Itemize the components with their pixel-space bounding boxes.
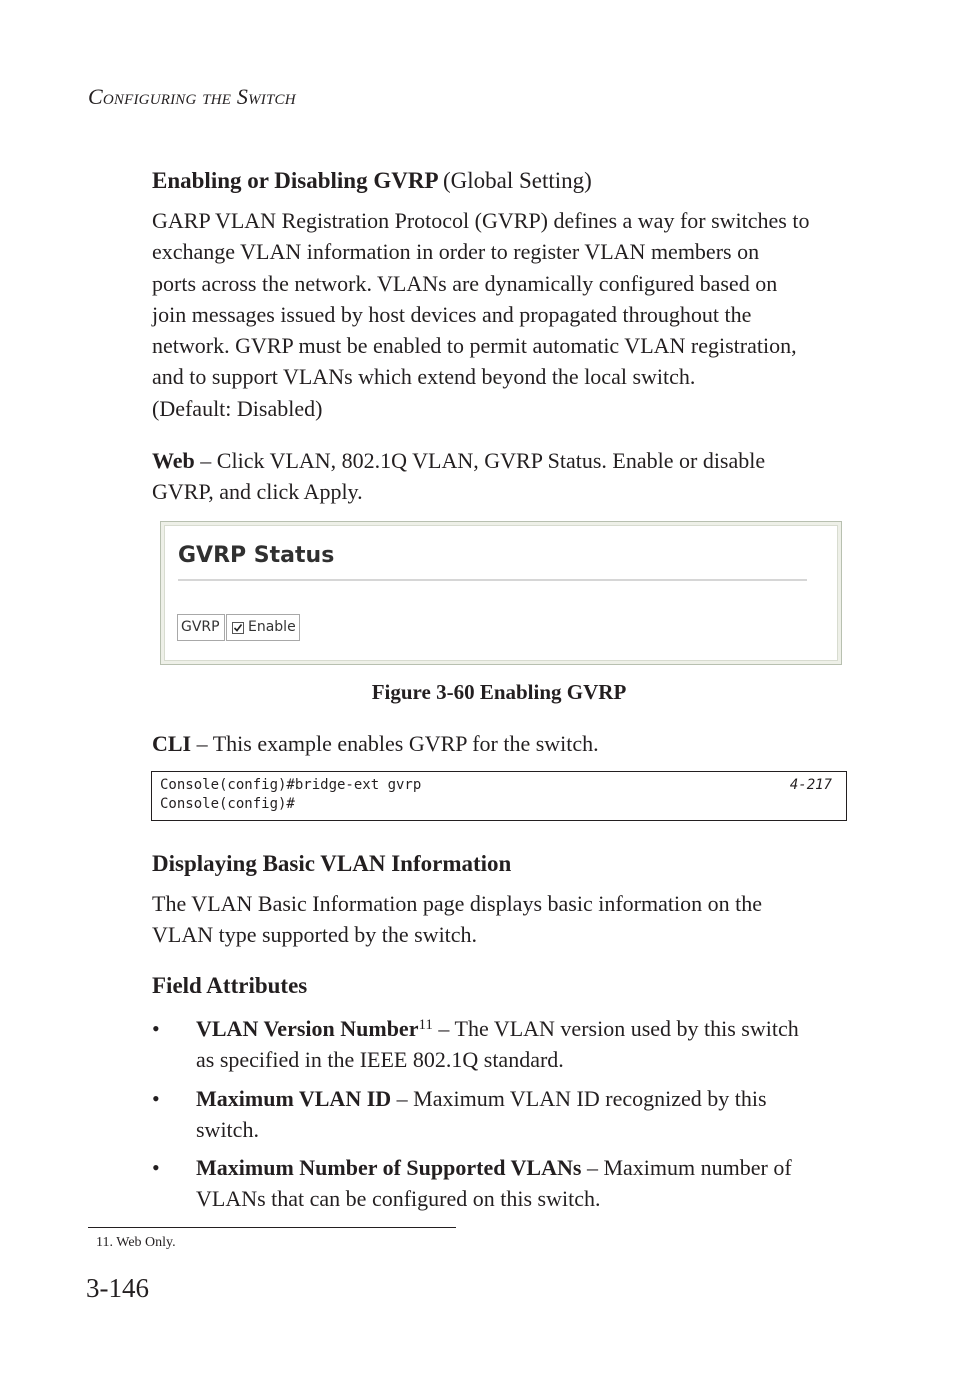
figure-panel-title: GVRP Status: [178, 543, 335, 568]
bullet-icon: •: [152, 1016, 160, 1041]
code-reference: 4-217: [789, 777, 832, 793]
figure-divider: [178, 579, 807, 581]
code-command: Console(config)#: [160, 796, 295, 812]
attribute-description-line2: VLANs that can be configured on this switch.: [196, 1186, 601, 1212]
gvrp-field-label: GVRP: [177, 614, 225, 641]
section-heading-suffix: (Global Setting): [443, 168, 592, 193]
paragraph-line: network. GVRP must be enabled to permit automatic VLAN registration,: [152, 333, 797, 359]
field-attributes-list: [152, 1013, 852, 1222]
section-heading-gvrp: [152, 168, 592, 194]
attribute-term: Maximum VLAN ID: [196, 1085, 392, 1111]
attribute-description: – The VLAN version used by this switch: [432, 1016, 799, 1041]
cli-text: – This example enables GVRP for the switch.: [191, 731, 599, 756]
paragraph-line: ports across the network. VLANs are dynamically configured based on: [152, 270, 778, 296]
attribute-description: – Maximum VLAN ID recognized by this: [391, 1085, 767, 1111]
vlan-info-description: [152, 888, 852, 951]
checkmark-icon: [233, 623, 243, 633]
code-command: Console(config)#bridge-ext gvrp: [160, 777, 422, 793]
attribute-description-line2: switch.: [196, 1116, 259, 1142]
cli-code-block: [151, 771, 847, 821]
paragraph-line: (Default: Disabled): [152, 395, 323, 421]
gvrp-enable-control[interactable]: [226, 614, 300, 641]
footnote-divider: [88, 1227, 456, 1228]
page-number: 3-146: [86, 1273, 149, 1303]
code-line: [160, 795, 832, 814]
running-head: Configuring the Switch: [88, 84, 296, 109]
bullet-icon: •: [152, 1085, 160, 1111]
figure-caption: Figure 3-60 Enabling GVRP: [371, 680, 627, 704]
section-heading-bold: Enabling or Disabling GVRP: [152, 168, 438, 193]
web-text-line2: GVRP, and click Apply.: [152, 479, 363, 505]
list-item: [152, 1083, 852, 1146]
web-text: – Click VLAN, 802.1Q VLAN, GVRP Status. Enable or disable: [194, 448, 766, 473]
cli-label: CLI: [152, 731, 192, 756]
bullet-icon: •: [152, 1155, 160, 1181]
attribute-description: – Maximum number of: [581, 1155, 792, 1181]
paragraph-line: GARP VLAN Registration Protocol (GVRP) defines a way for switches to: [152, 208, 810, 233]
web-instructions: [152, 445, 852, 508]
paragraph-line: VLAN type supported by the switch.: [152, 922, 478, 948]
attribute-term: VLAN Version Number: [196, 1016, 419, 1041]
gvrp-description: [152, 205, 852, 424]
attribute-description-line2: as specified in the IEEE 802.1Q standard.: [196, 1047, 564, 1073]
cli-intro: [152, 728, 599, 759]
paragraph-line: exchange VLAN information in order to register VLAN members on: [152, 239, 760, 265]
list-item: [152, 1152, 852, 1215]
attribute-term: Maximum Number of Supported VLANs: [196, 1155, 582, 1181]
paragraph-line: and to support VLANs which extend beyond the local switch.: [152, 364, 696, 390]
footnote: 11. Web Only.: [96, 1235, 176, 1250]
section-heading-vlan-info: Displaying Basic VLAN Information: [152, 851, 512, 876]
code-line: [160, 776, 832, 795]
paragraph-line: join messages issued by host devices and propagated throughout the: [152, 301, 752, 327]
web-label: Web: [152, 448, 195, 473]
paragraph-line: The VLAN Basic Information page displays basic information on the: [152, 891, 762, 916]
gvrp-enable-label: Enable: [248, 619, 296, 635]
gvrp-enable-checkbox[interactable]: [232, 622, 244, 634]
section-heading-field-attributes: Field Attributes: [152, 973, 308, 998]
list-item: [152, 1013, 852, 1076]
footnote-marker: 11: [418, 1017, 433, 1033]
